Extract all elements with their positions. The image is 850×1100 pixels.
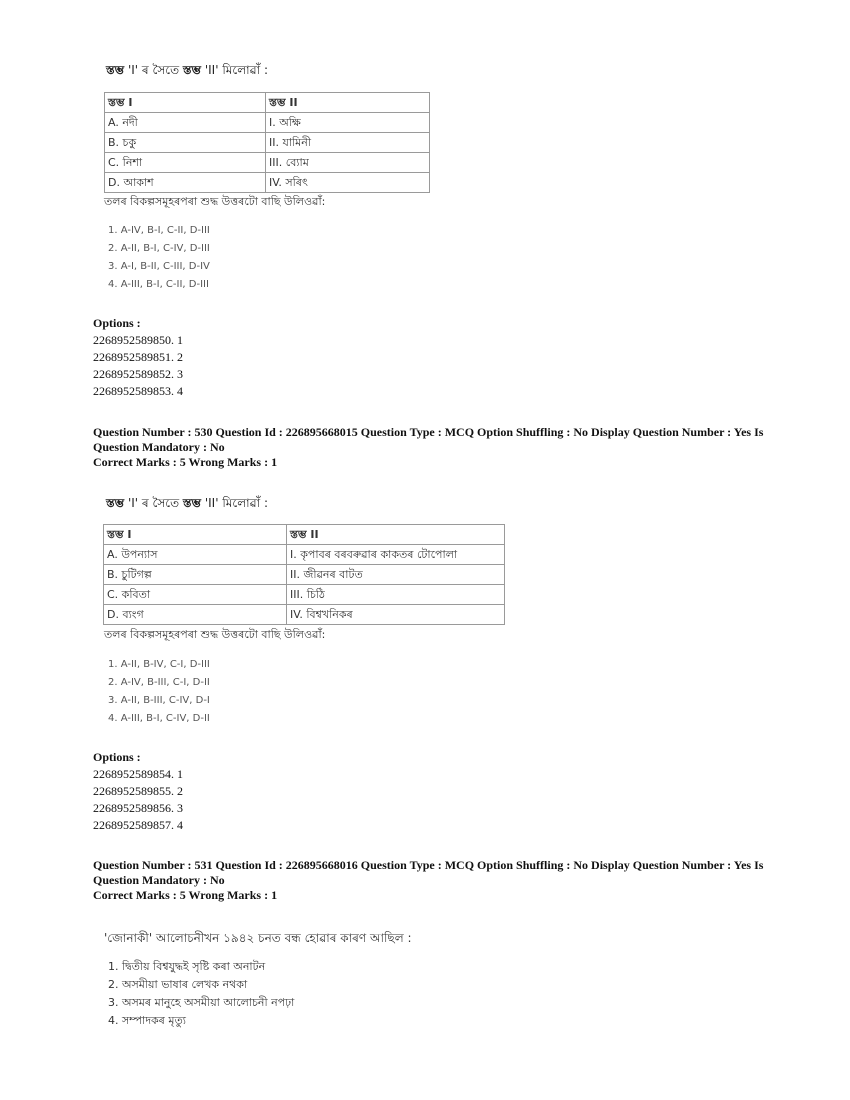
table-cell: C. নিশা bbox=[105, 153, 266, 173]
table-header-row bbox=[105, 93, 430, 113]
answer-choice: 2. অসমীয়া ভাষাৰ লেখক নথকা bbox=[108, 978, 248, 991]
table-row bbox=[104, 605, 505, 625]
table-cell: D. ব্যংগ bbox=[104, 605, 287, 625]
option-row: 2268952589854. 1 bbox=[93, 767, 183, 781]
answer-choice: 3. A-I, B-II, C-III, D-IV bbox=[108, 261, 210, 272]
choose-instruction: তলৰ বিকল্পসমূহৰপৰা শুদ্ধ উত্তৰটো বাছি উলিওৱাঁ: bbox=[104, 195, 326, 208]
question-meta-line: Question Number : 530 Question Id : 226895668015 Question Type : MCQ Option Shuffling : No Display Question Number : Yes Is bbox=[93, 425, 764, 439]
options-block bbox=[93, 749, 183, 834]
table-row bbox=[105, 113, 430, 133]
table-row bbox=[104, 585, 505, 605]
option-row: 2268952589853. 4 bbox=[93, 384, 183, 398]
column-1-header: স্তম্ভ I bbox=[104, 525, 287, 545]
match-instruction: স্তম্ভ 'I' ৰ সৈতে স্তম্ভ 'II' মিলোৱাঁ : bbox=[106, 63, 269, 77]
table-cell: B. চুটিগল্প bbox=[104, 565, 287, 585]
choose-instruction: তলৰ বিকল্পসমূহৰপৰা শুদ্ধ উত্তৰটো বাছি উলিওৱাঁ: bbox=[104, 628, 326, 641]
table-row bbox=[105, 153, 430, 173]
marks-line: Correct Marks : 5 Wrong Marks : 1 bbox=[93, 455, 278, 469]
table-cell: A. নদী bbox=[105, 113, 266, 133]
table-row bbox=[104, 545, 505, 565]
question-meta bbox=[93, 858, 773, 903]
answer-choice: 4. A-III, B-I, C-IV, D-II bbox=[108, 713, 210, 724]
option-row: 2268952589856. 3 bbox=[93, 801, 183, 815]
option-row: 2268952589855. 2 bbox=[93, 784, 183, 798]
table-cell: IV. সৰিৎ bbox=[266, 173, 430, 193]
match-instruction: স্তম্ভ 'I' ৰ সৈতে স্তম্ভ 'II' মিলোৱাঁ : bbox=[106, 496, 269, 510]
question-meta bbox=[93, 425, 773, 470]
options-label: Options : bbox=[93, 316, 141, 330]
answer-choice: 1. A-IV, B-I, C-II, D-III bbox=[108, 225, 210, 236]
table-row bbox=[105, 133, 430, 153]
table-cell: III. চিঠি bbox=[287, 585, 505, 605]
question-meta-line: Question Number : 531 Question Id : 226895668016 Question Type : MCQ Option Shuffling : No Display Question Number : Yes Is bbox=[93, 858, 764, 872]
table-cell: A. উপন্যাস bbox=[104, 545, 287, 565]
marks-line: Correct Marks : 5 Wrong Marks : 1 bbox=[93, 888, 278, 902]
question-meta-line: Question Mandatory : No bbox=[93, 873, 225, 887]
table-cell: II. যামিনী bbox=[266, 133, 430, 153]
table-cell: B. চকু bbox=[105, 133, 266, 153]
answer-choice: 2. A-IV, B-III, C-I, D-II bbox=[108, 677, 210, 688]
match-table bbox=[104, 92, 430, 193]
column-2-header: স্তম্ভ II bbox=[266, 93, 430, 113]
table-cell: III. ব্যোম bbox=[266, 153, 430, 173]
table-row bbox=[104, 565, 505, 585]
answer-choices bbox=[108, 222, 210, 294]
answer-choices bbox=[108, 958, 294, 1030]
option-row: 2268952589852. 3 bbox=[93, 367, 183, 381]
table-cell: D. আকাশ bbox=[105, 173, 266, 193]
option-row: 2268952589857. 4 bbox=[93, 818, 183, 832]
answer-choice: 3. অসমৰ মানুহে অসমীয়া আলোচনী নপঢ়া bbox=[108, 996, 295, 1009]
options-block bbox=[93, 315, 183, 400]
option-row: 2268952589851. 2 bbox=[93, 350, 183, 364]
answer-choice: 1. A-II, B-IV, C-I, D-III bbox=[108, 659, 210, 670]
table-cell: II. জীৱনৰ বাটত bbox=[287, 565, 505, 585]
question-meta-line: Question Mandatory : No bbox=[93, 440, 225, 454]
option-row: 2268952589850. 1 bbox=[93, 333, 183, 347]
answer-choices bbox=[108, 656, 210, 728]
answer-choice: 2. A-II, B-I, C-IV, D-III bbox=[108, 243, 210, 254]
column-1-header: স্তম্ভ I bbox=[105, 93, 266, 113]
table-header-row bbox=[104, 525, 505, 545]
answer-choice: 4. সম্পাদকৰ মৃত্যু bbox=[108, 1014, 186, 1027]
table-cell: IV. বিশ্বখনিকৰ bbox=[287, 605, 505, 625]
answer-choice: 4. A-III, B-I, C-II, D-III bbox=[108, 279, 209, 290]
question-text: 'জোনাকী' আলোচনীখন ১৯৪২ চনত বন্ধ হোৱাৰ কাৰণ আছিল : bbox=[104, 931, 412, 945]
column-2-header: স্তম্ভ II bbox=[287, 525, 505, 545]
table-cell: I. কৃপাবৰ বৰবৰুৱাৰ কাকতৰ টোপোলা bbox=[287, 545, 505, 565]
match-table bbox=[103, 524, 505, 625]
answer-choice: 3. A-II, B-III, C-IV, D-I bbox=[108, 695, 210, 706]
options-label: Options : bbox=[93, 750, 141, 764]
table-cell: I. অক্ষি bbox=[266, 113, 430, 133]
answer-choice: 1. দ্বিতীয় বিশ্বযুদ্ধই সৃষ্টি কৰা অনাটন bbox=[108, 960, 266, 973]
table-row bbox=[105, 173, 430, 193]
table-cell: C. কবিতা bbox=[104, 585, 287, 605]
